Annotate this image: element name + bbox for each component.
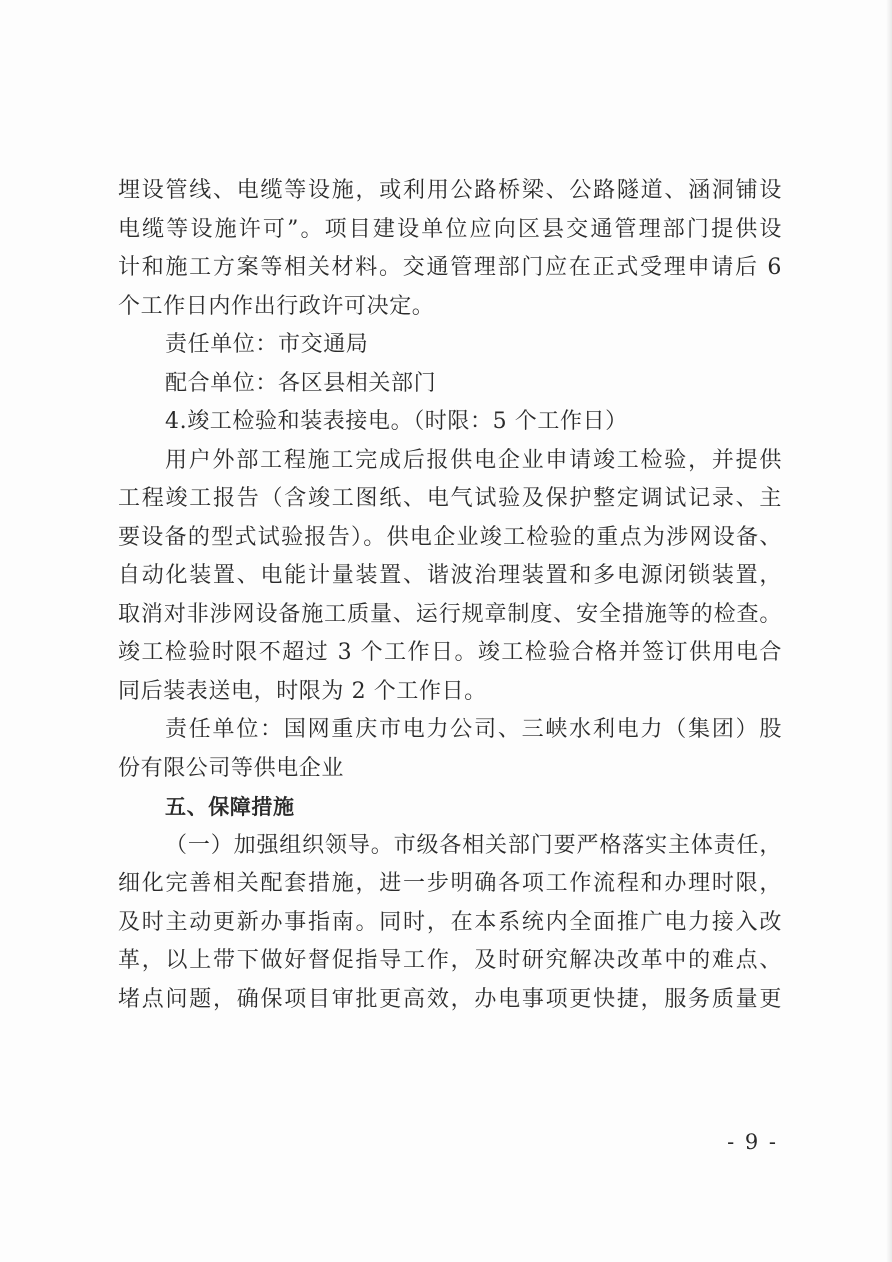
text-line: 埋设管线、电缆等设施，或利用公路桥梁、公路隧道、涵洞铺设 bbox=[118, 178, 782, 203]
text-line: 个工作日内作出行政许可决定。 bbox=[118, 293, 435, 319]
text-line: 要设备的型式试验报告）。供电企业竣工检验的重点为涉网设备、 bbox=[118, 524, 782, 550]
text-line: 工程竣工报告（含竣工图纸、电气试验及保护整定调试记录、主 bbox=[118, 486, 782, 511]
text-line: 革，以上带下做好督促指导工作，及时研究解决改革中的难点、 bbox=[118, 948, 782, 973]
text-line: 同后装表送电，时限为 2 个工作日。 bbox=[118, 678, 487, 704]
page-number: - 9 - bbox=[727, 1130, 778, 1154]
paragraph-organization-leadership bbox=[118, 827, 782, 1020]
text-line: （一）加强组织领导。市级各相关部门要严格落实主体责任， bbox=[165, 832, 782, 858]
text-line: 细化完善相关配套措施，进一步明确各项工作流程和办理时限， bbox=[118, 871, 782, 896]
section-5-heading: 五、保障措施 bbox=[165, 795, 295, 819]
cooperating-unit-1: 配合单位：各区县相关部门 bbox=[165, 370, 437, 396]
text-line: 堵点问题，确保项目审批更高效，办电事项更快捷，服务质量更 bbox=[118, 986, 782, 1012]
text-line: 责任单位：国网重庆市电力公司、三峡水利电力（集团）股 bbox=[165, 717, 782, 742]
text-line: 电缆等设施许可”。项目建设单位应向区县交通管理部门提供设 bbox=[118, 216, 782, 242]
page-edge-shadow bbox=[886, 0, 892, 1262]
item-4-heading: 4.竣工检验和装表接电。（时限：5 个工作日） bbox=[165, 409, 628, 434]
text-line: 竣工检验时限不超过 3 个工作日。竣工检验合格并签订供用电合 bbox=[118, 640, 782, 665]
text-line: 份有限公司等供电企业 bbox=[118, 755, 345, 781]
responsible-unit-1: 责任单位：市交通局 bbox=[165, 332, 369, 357]
responsible-unit-2 bbox=[118, 711, 782, 788]
paragraph-completion-inspection bbox=[118, 442, 782, 712]
text-line: 及时主动更新办事指南。同时，在本系统内全面推广电力接入改 bbox=[118, 909, 782, 935]
paragraph-permit-continuation bbox=[118, 172, 782, 326]
text-line: 用户外部工程施工完成后报供电企业申请竣工检验，并提供 bbox=[165, 447, 782, 473]
text-line: 计和施工方案等相关材料。交通管理部门应在正式受理申请后 6 bbox=[118, 255, 782, 280]
document-body bbox=[118, 172, 782, 1019]
text-line: 取消对非涉网设备施工质量、运行规章制度、安全措施等的检查。 bbox=[118, 601, 782, 627]
text-line: 自动化装置、电能计量装置、谐波治理装置和多电源闭锁装置， bbox=[118, 563, 782, 588]
